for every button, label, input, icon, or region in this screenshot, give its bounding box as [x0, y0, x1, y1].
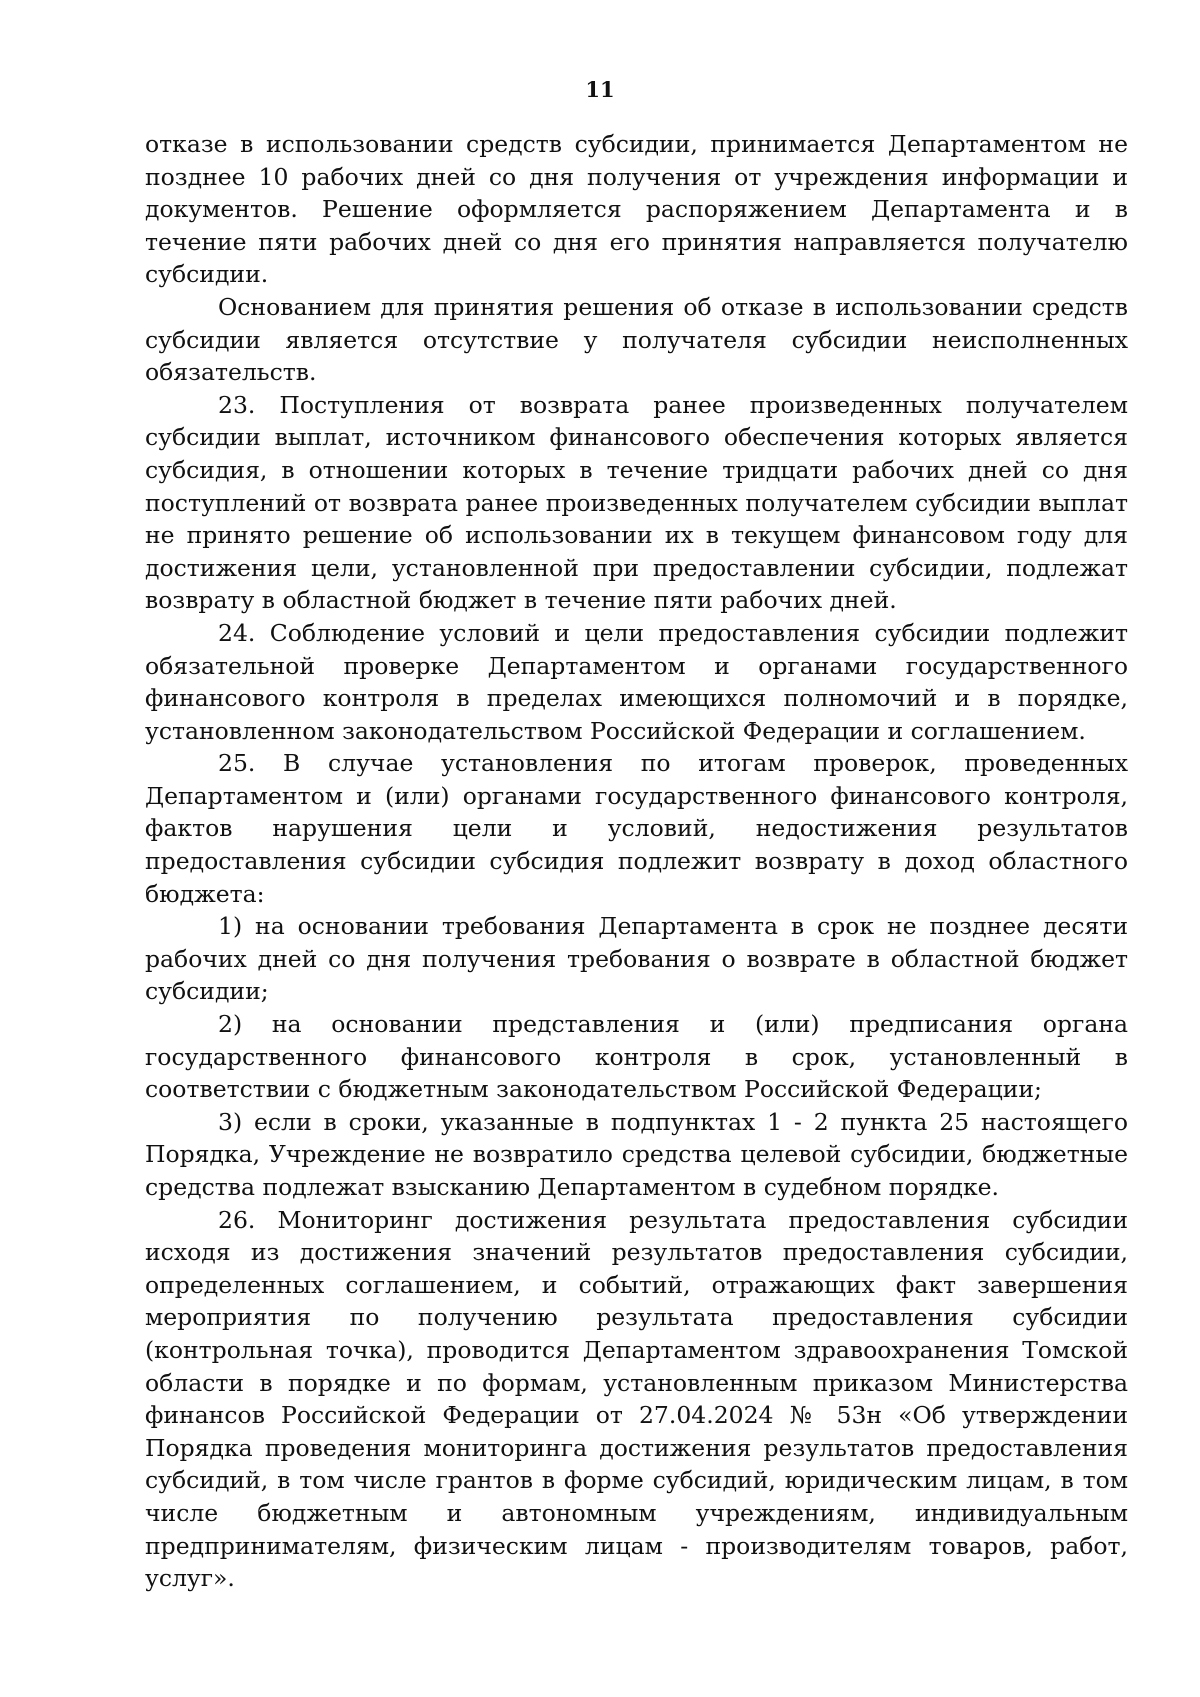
paragraph-item-24: 24. Соблюдение условий и цели предоставления субсидии подлежит обязательной проверке Департаментом и органами государственного финансового контроля в пределах имеющихся полномочий и в порядке, установленном законодательством Российской Федерации и соглашением.	[145, 618, 1128, 745]
paragraph-subitem-2: 2) на основании представления и (или) предписания органа государственного финансового контроля в срок, установленный в соответствии с бюджетным законодательством Российской Федерации;	[145, 1010, 1128, 1104]
paragraph-item-26: 26. Мониторинг достижения результата предоставления субсидии исходя из достижения значений результатов предоставления субсидии, определенных соглашением, и событий, отражающих факт завершения мероприятия по получению результата предоставления субсидии (контрольная точка), проводится Департаментом здравоохранения Томской области в порядке и по формам, установленным приказом Министерства финансов Российской Федерации от 27.04.2024 № 53н «Об утверждении Порядка проведения мониторинга достижения результатов предоставления субсидий, в том числе грантов в форме субсидий, юридическим лицам, в том числе бюджетным и автономным учреждениям, индивидуальным предпринимателям, физическим лицам - производителям товаров, работ, услуг».	[145, 1205, 1128, 1593]
page-number: 11	[585, 77, 615, 102]
paragraph-item-23: 23. Поступления от возврата ранее произведенных получателем субсидии выплат, источником финансового обеспечения которых является субсидия, в отношении которых в течение тридцати рабочих дней со дня поступлений от возврата ранее произведенных получателем субсидии выплат не принято решение об использовании их в текущем финансовом году для достижения цели, установленной при предоставлении субсидии, подлежат возврату в областной бюджет в течение пяти рабочих дней.	[145, 390, 1128, 615]
paragraph-continuation: отказе в использовании средств субсидии, принимается Департаментом не позднее 10 рабочих дней со дня получения от учреждения информации и документов. Решение оформляется распоряжением Департамента и в течение пяти рабочих дней со дня его принятия направляется получателю субсидии.	[145, 130, 1128, 289]
paragraph-subitem-3: 3) если в сроки, указанные в подпунктах 1 - 2 пункта 25 настоящего Порядка, Учреждение не возвратило средства целевой субсидии, бюджетные средства подлежат взысканию Департаментом в судебном порядке.	[145, 1107, 1128, 1201]
paragraph-refusal-basis: Основанием для принятия решения об отказе в использовании средств субсидии является отсутствие у получателя субсидии неисполненных обязательств.	[145, 292, 1128, 387]
paragraph-item-25: 25. В случае установления по итогам проверок, проведенных Департаментом и (или) органами государственного финансового контроля, фактов нарушения цели и условий, недостижения результатов предоставления субсидии субсидия подлежит возврату в доход областного бюджета:	[145, 749, 1128, 908]
document-body	[145, 128, 1128, 1595]
paragraph-subitem-1: 1) на основании требования Департамента в срок не позднее десяти рабочих дней со дня получения требования о возврате в областной бюджет субсидии;	[145, 912, 1128, 1006]
